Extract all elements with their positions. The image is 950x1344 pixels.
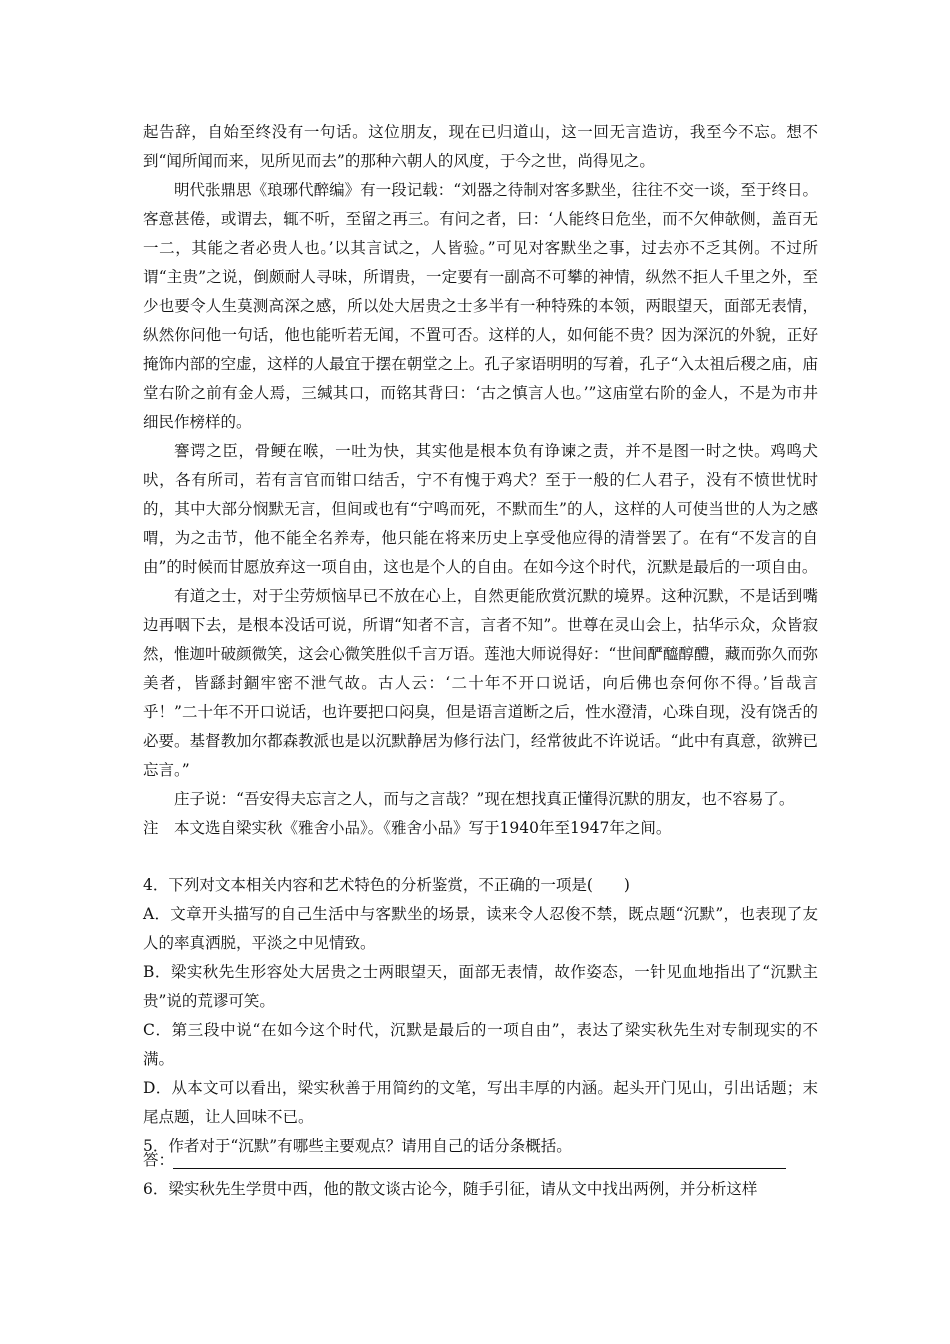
- answer-blank-line[interactable]: [173, 1168, 786, 1169]
- answer-row: [143, 1146, 818, 1175]
- question-5: 5．作者对于“沉默”有哪些主要观点？请用自己的话分条概括。: [143, 1137, 572, 1155]
- question-4-option-c: C．第三段中说“在如今这个时代，沉默是最后的一项自由”，表达了梁实秋先生对专制现实的不满。: [143, 1021, 818, 1068]
- paragraph-1: 起告辞，自始至终没有一句话。这位朋友，现在已归道山，这一回无言造访，我至今不忘。想不到“闻所闻而来，见所见而去”的那种六朝人的风度，于今之世，尚得见之。: [143, 123, 818, 170]
- paragraph-3: 謇谔之臣，骨鲠在喉，一吐为快，其实他是根本负有诤谏之责，并不是图一时之快。鸡鸣犬吠，各有所司，若有言官而钳口结舌，宁不有愧于鸡犬？至于一般的仁人君子，没有不愤世忧时的，其中大部分悯默无言，但间或也有“宁鸣而死，不默而生”的人，这样的人可使当世的人为之感喟，为之击节，他不能全名养寿，他只能在将来历史上享受他应得的清誉罢了。在有“不发言的自由”的时候而甘愿放弃这一项自由，这也是个人的自由。在如今这个时代，沉默是最后的一项自由。: [143, 442, 818, 576]
- paragraph-4: 有道之士，对于尘劳烦恼早已不放在心上，自然更能欣赏沉默的境界。这种沉默，不是话到嘴边再咽下去，是根本没话可说，所谓“知者不言，言者不知”。世尊在灵山会上，拈华示众，众皆寂然，惟迦叶破颜微笑，这会心微笑胜似千言万语。莲池大师说得好：“世间酽醯醇醴，藏而弥久而弥美者，皆繇封錮牢密不泄气故。古人云：‘二十年不开口说话，向后佛也奈何你不得。’旨哉言乎！”二十年不开口说话，也许要把口闷臭，但是语言道断之后，性水澄清，心珠自现，没有饶舌的必要。基督教加尔都森教派也是以沉默静居为修行法门，经常彼此不许说话。“此中有真意，欲辨已忘言。”: [143, 587, 818, 779]
- questions-section: [143, 871, 818, 1161]
- answer-label: 答：: [143, 1151, 175, 1169]
- question-6: 6．梁实秋先生学贯中西，他的散文谈古论今，随手引征，请从文中找出两例，并分析这样: [143, 1180, 758, 1198]
- question-4-option-a: A．文章开头描写的自己生活中与客默坐的场景，读来令人忍俊不禁，既点题“沉默”，也表现了友人的率真洒脱，平淡之中见情致。: [143, 905, 818, 952]
- question-4-option-b: B．梁实秋先生形容处大居贵之士两眼望天，面部无表情，故作姿态，一针见血地指出了“沉默主贵”说的荒谬可笑。: [143, 963, 818, 1010]
- article-body: [143, 118, 818, 843]
- question-6-section: [143, 1175, 818, 1204]
- source-note: 注 本文选自梁实秋《雅舍小品》。《雅舍小品》写于1940年至1947年之间。: [143, 819, 672, 837]
- paragraph-5: 庄子说：“吾安得夫忘言之人，而与之言哉？”现在想找真正懂得沉默的朋友，也不容易了。: [174, 790, 795, 808]
- paragraph-2: 明代张鼎思《琅琊代醉编》有一段记载：“刘器之待制对客多默坐，往往不交一谈，至于终日。客意甚倦，或谓去，辄不听，至留之再三。有问之者，曰：‘人能终日危坐，而不欠伸欹侧，盖百无一二，其能之者必贵人也。’以其言试之，人皆验。”可见对客默坐之事，过去亦不乏其例。不过所谓“主贵”之说，倒颇耐人寻味，所谓贵，一定要有一副高不可攀的神情，纵然不拒人千里之外，至少也要令人生莫测高深之感，所以处大居贵之士多半有一种特殊的本领，两眼望天，面部无表情，纵然你问他一句话，他也能听若无闻，不置可否。这样的人，如何能不贵？因为深沉的外貌，正好掩饰内部的空虚，这样的人最宜于摆在朝堂之上。孔子家语明明的写着，孔子“入太祖后稷之庙，庙堂右阶之前有金人焉，三缄其口，而铭其背曰：‘古之慎言人也。’”这庙堂右阶的金人，不是为市井细民作榜样的。: [143, 181, 818, 431]
- question-4-stem: 4．下列对文本相关内容和艺术特色的分析鉴赏，不正确的一项是( ): [143, 876, 630, 894]
- question-4-option-d: D．从本文可以看出，梁实秋善于用简约的文笔，写出丰厚的内涵。起头开门见山，引出话题；末尾点题，让人回味不已。: [143, 1079, 818, 1126]
